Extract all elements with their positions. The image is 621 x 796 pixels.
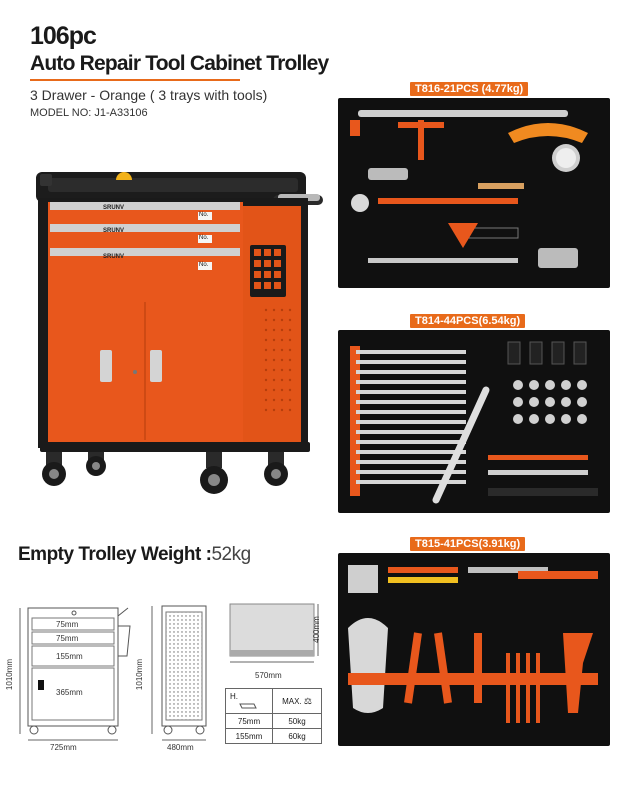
side-dimension-drawing [144, 602, 216, 752]
tray-t816-image [338, 98, 610, 288]
table-header-max: MAX. ⚖ [273, 689, 322, 714]
side-dim-width: 480mm [167, 743, 194, 752]
empty-weight-label: Empty Trolley Weight : [18, 544, 212, 565]
drawer-brand-3: SRUNV [103, 254, 125, 260]
drawer-load-table [225, 688, 322, 744]
model-number: MODEL NO: J1-A33106 [30, 107, 148, 119]
side-dim-height: 1010mm [135, 658, 145, 691]
tray-label-t815: T815-41PCS(3.91kg) [410, 537, 525, 551]
product-title: Auto Repair Tool Cabinet Trolley [30, 52, 329, 75]
drawer-brand-1: SRUNV [103, 205, 125, 211]
table-row: 75mm 50kg [226, 714, 322, 729]
drawer-tag-3: No. [199, 262, 209, 268]
title-underline [30, 79, 240, 81]
tray-label-t816: T816-21PCS (4.77kg) [410, 82, 528, 96]
drawer-tag-2: No. [199, 235, 209, 241]
drawer-dimension-drawing [224, 600, 324, 670]
empty-weight [18, 544, 251, 566]
table-header-h: H. [226, 689, 273, 714]
front-dim-d4: 365mm [56, 688, 83, 697]
front-dim-d1: 75mm [56, 620, 79, 629]
product-subtitle: 3 Drawer - Orange ( 3 trays with tools) [30, 87, 268, 103]
drawer-dim-width: 570mm [255, 671, 282, 680]
drawer-tag-1: No. [199, 212, 209, 218]
tray-t815-image [338, 553, 610, 746]
drawer-brand-2: SRUNV [103, 228, 125, 234]
front-dim-width: 725mm [50, 743, 77, 752]
table-row: 155mm 60kg [226, 729, 322, 744]
tray-t814-image [338, 330, 610, 513]
scale-icon: ⚖ [303, 695, 312, 706]
drawer-dim-depth: 400mm [311, 616, 321, 643]
tool-cabinet-image [28, 150, 333, 510]
front-dim-d3: 155mm [56, 652, 83, 661]
front-dim-height: 1010mm [5, 658, 15, 691]
product-count: 106pc [30, 22, 96, 50]
front-dimension-drawing [14, 602, 144, 752]
front-dim-d2: 75mm [56, 634, 79, 643]
drawer-icon [238, 702, 258, 710]
tray-label-t814: T814-44PCS(6.54kg) [410, 314, 525, 328]
empty-weight-value: 52kg [211, 544, 251, 565]
